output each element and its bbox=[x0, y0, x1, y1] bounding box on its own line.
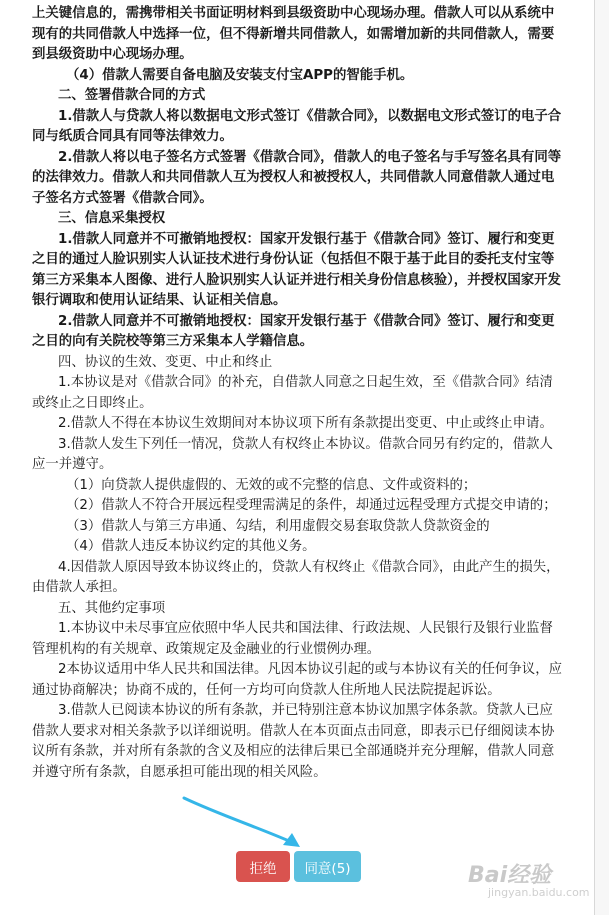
agreement-paragraph: （4）借款人需要自备电脑及安装支付宝APP的智能手机。 bbox=[66, 67, 414, 83]
reject-button[interactable]: 拒绝 bbox=[236, 851, 290, 882]
agreement-paragraph: （2）借款人不符合开展远程受理需满足的条件，却通过远程受理方式提交申请的； bbox=[66, 498, 557, 513]
agreement-paragraph: 1.借款人与贷款人将以数据电文形式签订《借款合同》，以数据电文形式签订的电子合同与纸质合同具有同等法律效力。 bbox=[32, 108, 562, 144]
agreement-paragraph: （3）借款人与第三方串通、勾结，利用虚假交易套取贷款人贷款资金的 bbox=[66, 518, 490, 534]
agreement-paragraph: 3.借款人发生下列任一情况，贷款人有权终止本协议。借款合同另有约定的，借款人应一并遵守。 bbox=[32, 436, 553, 472]
watermark-logo: Bai经验 bbox=[468, 863, 552, 888]
agreement-paragraph: 3.借款人已阅读本协议的所有条款，并已特别注意本协议加黑字体条款。贷款人已应借款人要求对相关条款予以详细说明。借款人在本页面点击同意，即表示已仔细阅读本协议所有条款，并对所有条款的含义及相应的法律后果已全部通晓并充分理解，借款人同意并遵守所有条款，自愿承担可能出现的相关风险。 bbox=[32, 703, 555, 780]
agree-button[interactable]: 同意(5) bbox=[294, 851, 361, 882]
agreement-paragraph: 1.本协议中未尽事宜应依照中华人民共和国法律、行政法规、人民银行及银行业监督管理机构的有关规章、政策规定及金融业的行业惯例办理。 bbox=[32, 621, 553, 657]
agreement-paragraph: 2.借款人不得在本协议生效期间对本协议项下所有条款提出变更、中止或终止申请。 bbox=[58, 416, 553, 431]
agreement-paragraph: 1.借款人同意并不可撤销地授权：国家开发银行基于《借款合同》签订、履行和变更之目的通过人脸识别实人认证技术进行身份认证（包括但不限于基于此目的委托支付宝等第三方采集本人图像、进行人脸识别实人认证并进行相关身份信息核验），并授权国家开发银行调取和使用认证结果、认证相关信息。 bbox=[32, 231, 561, 308]
agreement-paragraph: 1.本协议是对《借款合同》的补充，自借款人同意之日起生效，至《借款合同》结清或终止之日即终止。 bbox=[32, 375, 553, 411]
watermark-url: jingyan.baidu.com bbox=[488, 886, 590, 899]
agreement-paragraph: 2本协议适用中华人民共和国法律。凡因本协议引起的或与本协议有关的任何争议，应通过协商解决；协商不成的，任何一方均可向贷款人住所地人民法院提起诉讼。 bbox=[32, 662, 562, 698]
agreement-paragraph: 2.借款人将以电子签名方式签署《借款合同》，借款人的电子签名与手写签名具有同等的法律效力。借款人和共同借款人互为授权人和被授权人，共同借款人同意借款人通过电子签名方式签署《借款合同》。 bbox=[32, 149, 562, 206]
agreement-paragraph: 三、信息采集授权 bbox=[58, 211, 166, 226]
agreement-paragraph: 4.因借款人原因导致本协议终止的，贷款人有权终止《借款合同》，由此产生的损失，由借款人承担。 bbox=[32, 559, 560, 595]
agreement-paragraph: 五、其他约定事项 bbox=[58, 600, 166, 616]
agreement-paragraph: 二、签署借款合同的方式 bbox=[58, 88, 206, 103]
agreement-paragraph: 2.借款人同意并不可撤销地授权：国家开发银行基于《借款合同》签订、履行和变更之目的向有关院校等第三方采集本人学籍信息。 bbox=[32, 313, 555, 349]
agreement-text bbox=[32, 4, 565, 783]
scrollbar[interactable] bbox=[595, 0, 609, 915]
agreement-paragraph: （1）向贷款人提供虚假的、无效的或不完整的信息、文件或资料的； bbox=[66, 477, 477, 493]
agreement-paragraph: 四、协议的生效、变更、中止和终止 bbox=[58, 354, 273, 370]
agreement-paragraph: 上关键信息的，需携带相关书面证明材料到县级资助中心现场办理。借款人可以从系统中现有的共同借款人中选择一位，但不得新增共同借款人，如需增加新的共同借款人，需要到县级资助中心现场办理。 bbox=[32, 6, 555, 62]
agreement-paragraph: （4）借款人违反本协议约定的其他义务。 bbox=[66, 539, 316, 554]
